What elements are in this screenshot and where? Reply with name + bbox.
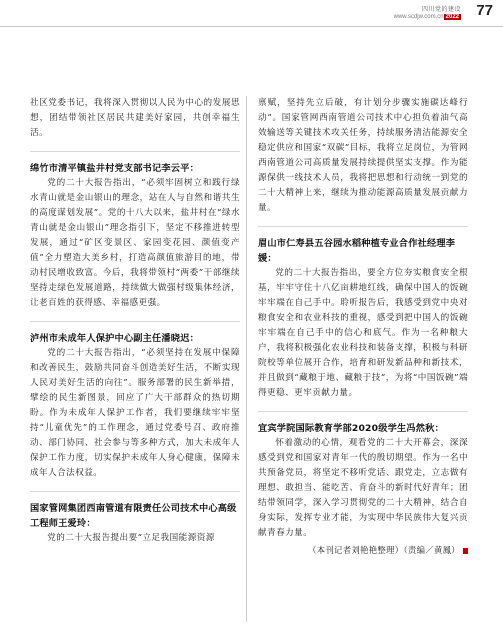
section-heading: 泸州市未成年人保护中心副主任潘晓迟： <box>30 333 199 344</box>
end-mark-icon <box>463 548 468 554</box>
section-divider <box>258 411 468 412</box>
section-heading: 宜宾学院国际教育学部2020级学生冯然秋： <box>258 423 444 434</box>
section-body: 怀着激动的心情，观看党的二十大开幕会，深深感受到党和国家对青年一代的殷切期望。作为一名中共预备党员，将坚定不移听党话、跟党走，立志做有理想、敢担当、能吃苦、肯奋斗的新时代好青年；团结带领同学，深入学习贯彻党的二十大精神，结合自身实际，发挥专业才能，为实现中华民族伟大复兴贡献青春力量。 <box>258 438 468 538</box>
page-number: 77 <box>476 2 493 19</box>
right-column <box>258 96 468 558</box>
year-badge: 2022 <box>445 14 459 20</box>
section-body: 党的二十大报告指出，要全方位夯实粮食安全根基，牢牢守住十八亿亩耕地红线，确保中国人的饭碗牢牢端在自己手中。聆听报告后，我感受到党中央对粮食安全和农业科技的重视，感受到把中国人的饭碗牢牢端在自己手中的信心和底气。作为一名种粮大户，我将积极强化农业科技和装备支撑，积极与科研院校等单位展开合作，培育和研发新品种和新技术，并且做到“藏粮于地、藏粮于技”，为将“中国饭碗”端得更稳、更牢贡献力量。 <box>258 268 468 398</box>
intro-paragraph: 社区党委书记，我将深入贯彻以人民为中心的发展思想，团结带领社区居民共建美好家园，共创幸福生活。 <box>30 98 240 138</box>
magazine-url: www.scdjw.com.cn 2022 <box>393 14 459 20</box>
magazine-title: 四川党的建设 <box>421 7 461 13</box>
page-header <box>394 4 461 20</box>
continued-paragraph: 禀赋，坚持先立后破，有计划分步骤实施碳达峰行动”。国家管网西南管道公司技术中心担负着油气高效输送等关键技术攻关任务，持续服务清洁能源安全稳定供应和国家“双碳”目标，我将立足岗位，为管网西南管道公司高质量发展持续提供坚实支撑。作为能源保供一线技术人员，我将把思想和行动统一到党的二十大精神上来，继续为推动能源高质量发展贡献力量。 <box>258 98 468 213</box>
section-body: 党的二十大报告指出，“必须坚持在发展中保障和改善民生，鼓励共同奋斗创造美好生活，不断实现人民对美好生活的向往”。服务部署的民生新举措，擘绘的民生新图景，回应了广大干部群众的热切期盼。作为未成年人保护工作者，我们要继续牢牢坚持“儿童优先”的工作理念，通过党委号召、政府推动、部门协同、社会参与等多种方式，加大未成年人保护工作力度，切实保护未成年人身心健康，保障未成年人合法权益。 <box>30 348 240 478</box>
section-divider <box>30 321 240 322</box>
section-heading: 绵竹市清平镇盐井村党支部书记李云平： <box>30 163 199 174</box>
editor-note: （本刊记者刘艳艳整理）（责编／黄鳳） <box>258 543 468 558</box>
section-divider <box>30 151 240 152</box>
header-rule <box>0 26 503 27</box>
section-heading: 国家管网集团西南管道有限责任公司技术中心高级工程师王爱玲： <box>30 503 237 529</box>
left-column <box>30 96 240 546</box>
section-body: 党的二十大报告提出要“立足我国能源资源 <box>47 533 215 543</box>
section-body: 党的二十大报告指出，“必须牢固树立和践行绿水青山就是金山银山的理念，站在人与自然和谐共生的高度谋划发展”。党的十八大以来，盐井村在“绿水青山就是金山银山”理念指引下，坚定不移推进转型发展，通过“矿区变景区、家园变花园、颜值变产值”全力塑造大美乡村，打造高颜值旅游目的地，带动村民增收致富。今后，我将带领村“两委”干部继续坚持走绿色发展道路，持续做大做强村级集体经济，让老百姓的获得感、幸福感更强。 <box>30 178 240 308</box>
section-divider <box>30 491 240 492</box>
section-divider <box>258 226 468 227</box>
section-heading: 眉山市仁寿县五谷园水稻种植专业合作社经理李媛： <box>258 238 456 264</box>
column-divider <box>246 96 247 622</box>
